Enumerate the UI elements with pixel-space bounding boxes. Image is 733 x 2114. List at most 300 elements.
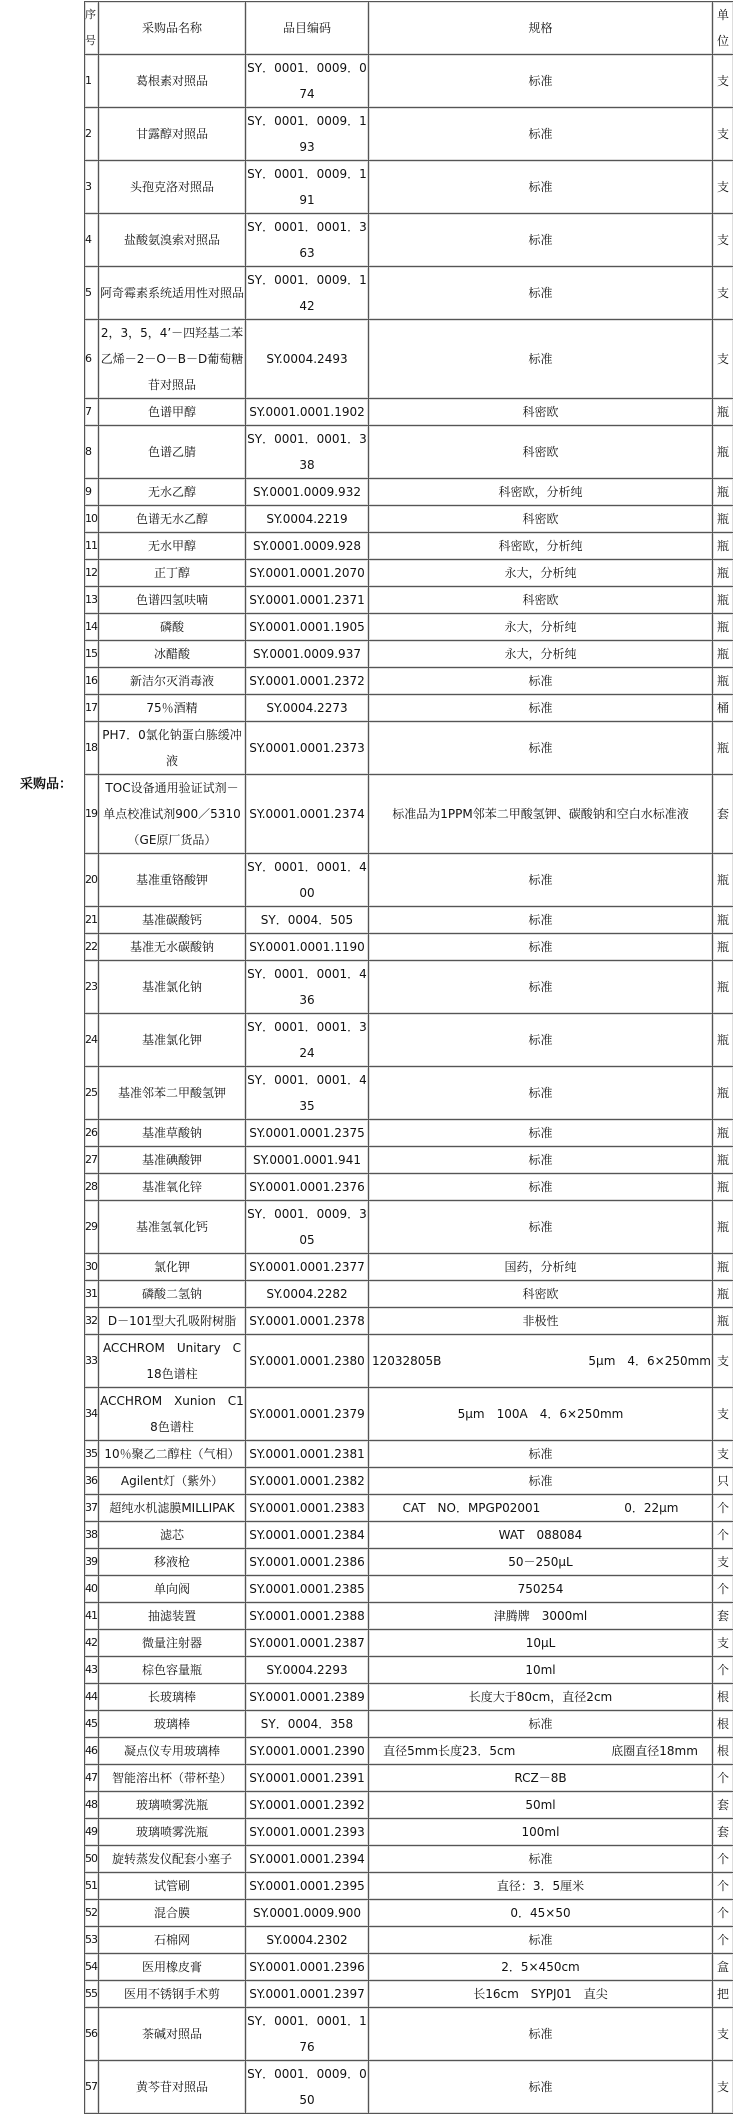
row-number: 1: [85, 55, 99, 108]
item-code: SY.0004.2293: [246, 1657, 369, 1684]
table-row: [85, 1120, 733, 1147]
row-number: 43: [85, 1657, 99, 1684]
item-code: SY.0001.0001.2371: [246, 587, 369, 614]
row-number: 22: [85, 934, 99, 961]
table-row: [85, 587, 733, 614]
item-spec: 标准: [369, 1201, 713, 1254]
item-code: SY．0001．0009．142: [246, 267, 369, 320]
item-spec: 科密欧，分析纯: [369, 533, 713, 560]
item-name: 玻璃喷雾洗瓶: [99, 1792, 246, 1819]
item-name: 抽滤装置: [99, 1603, 246, 1630]
table-row: [85, 399, 733, 426]
table-row: [85, 1873, 733, 1900]
item-unit: 瓶: [713, 614, 733, 641]
table-row: [85, 641, 733, 668]
item-unit: 个: [713, 1927, 733, 1954]
row-number: 55: [85, 1981, 99, 2008]
item-name: 混合膜: [99, 1900, 246, 1927]
item-name: 医用橡皮膏: [99, 1954, 246, 1981]
table-row: [85, 722, 733, 775]
row-number: 2: [85, 108, 99, 161]
item-code: SY．0001．0001．176: [246, 2008, 369, 2061]
item-code: SY.0001.0001.1190: [246, 934, 369, 961]
item-code: SY.0001.0001.2396: [246, 1954, 369, 1981]
item-unit: 瓶: [713, 1254, 733, 1281]
table-row: [85, 2008, 733, 2061]
table-row: [85, 506, 733, 533]
table-row: [85, 1441, 733, 1468]
item-name: Agilent灯（紫外）: [99, 1468, 246, 1495]
row-number: 44: [85, 1684, 99, 1711]
item-unit: 支: [713, 1549, 733, 1576]
table-row: [85, 1954, 733, 1981]
item-unit: 套: [713, 1819, 733, 1846]
item-code: SY.0004.2302: [246, 1927, 369, 1954]
table-row: [85, 1684, 733, 1711]
row-number: 37: [85, 1495, 99, 1522]
item-code: SY.0001.0001.2383: [246, 1495, 369, 1522]
table-row: [85, 1201, 733, 1254]
item-unit: 瓶: [713, 1120, 733, 1147]
row-number: 36: [85, 1468, 99, 1495]
item-name: 葛根素对照品: [99, 55, 246, 108]
item-unit: 支: [713, 161, 733, 214]
item-name: 色谱甲醇: [99, 399, 246, 426]
item-spec: 永大，分析纯: [369, 560, 713, 587]
table-row: [85, 1711, 733, 1738]
header-unit: 单位: [713, 2, 733, 55]
item-name: 氯化钾: [99, 1254, 246, 1281]
table-row: [85, 1657, 733, 1684]
item-spec: 标准: [369, 267, 713, 320]
item-unit: 支: [713, 214, 733, 267]
row-number: 18: [85, 722, 99, 775]
item-name: D－101型大孔吸附树脂: [99, 1308, 246, 1335]
row-number: 57: [85, 2061, 99, 2114]
item-unit: 支: [713, 320, 733, 399]
item-code: SY.0001.0001.2395: [246, 1873, 369, 1900]
item-name: 滤芯: [99, 1522, 246, 1549]
item-name: 石棉网: [99, 1927, 246, 1954]
item-unit: 套: [713, 775, 733, 854]
item-name: 盐酸氨溴索对照品: [99, 214, 246, 267]
table-row: [85, 1846, 733, 1873]
item-unit: 支: [713, 1335, 733, 1388]
item-name: 10％聚乙二醇柱（气相）: [99, 1441, 246, 1468]
item-unit: 支: [713, 2008, 733, 2061]
item-name: 甘露醇对照品: [99, 108, 246, 161]
table-body: [85, 55, 733, 2114]
table-row: [85, 1522, 733, 1549]
item-name: 智能溶出杯（带杯垫）: [99, 1765, 246, 1792]
item-unit: 瓶: [713, 506, 733, 533]
row-number: 50: [85, 1846, 99, 1873]
row-number: 48: [85, 1792, 99, 1819]
item-code: SY.0001.0001.2384: [246, 1522, 369, 1549]
item-spec: 标准: [369, 2008, 713, 2061]
item-unit: 把: [713, 1981, 733, 2008]
item-code: SY.0001.0001.2377: [246, 1254, 369, 1281]
section-label: 采购品：: [20, 773, 72, 792]
item-unit: 个: [713, 1873, 733, 1900]
item-unit: 瓶: [713, 641, 733, 668]
item-unit: 瓶: [713, 722, 733, 775]
item-code: SY.0001.0001.2387: [246, 1630, 369, 1657]
spec-part: 5μm 4．6×250mm: [588, 1348, 711, 1374]
item-name: 基准碘酸钾: [99, 1147, 246, 1174]
table-row: [85, 1281, 733, 1308]
item-spec: 标准: [369, 1147, 713, 1174]
item-name: 玻璃喷雾洗瓶: [99, 1819, 246, 1846]
table-row: [85, 1603, 733, 1630]
item-spec: 直径：3．5厘米: [369, 1873, 713, 1900]
row-number: 8: [85, 426, 99, 479]
row-number: 46: [85, 1738, 99, 1765]
item-spec: 标准: [369, 55, 713, 108]
item-code: SY．0001．0001．435: [246, 1067, 369, 1120]
item-name: 长玻璃棒: [99, 1684, 246, 1711]
item-spec: 长16cm SYPJ01 直尖: [369, 1981, 713, 2008]
table-row: [85, 614, 733, 641]
item-unit: 桶: [713, 695, 733, 722]
item-unit: 瓶: [713, 934, 733, 961]
spec-part: 12032805B: [372, 1348, 441, 1374]
item-unit: 个: [713, 1657, 733, 1684]
item-unit: 支: [713, 1441, 733, 1468]
item-code: SY.0001.0001.2380: [246, 1335, 369, 1388]
item-unit: 支: [713, 2061, 733, 2114]
item-spec: 科密欧: [369, 426, 713, 479]
item-name: 新洁尔灭消毒液: [99, 668, 246, 695]
item-name: 基准碳酸钙: [99, 907, 246, 934]
table-row: [85, 55, 733, 108]
table-row: [85, 1254, 733, 1281]
row-number: 31: [85, 1281, 99, 1308]
item-code: SY.0001.0001.1905: [246, 614, 369, 641]
item-spec: 标准: [369, 907, 713, 934]
item-name: 基准草酸钠: [99, 1120, 246, 1147]
item-code: SY.0001.0001.2372: [246, 668, 369, 695]
item-spec: 标准: [369, 1174, 713, 1201]
item-spec: 10ml: [369, 1657, 713, 1684]
item-name: 微量注射器: [99, 1630, 246, 1657]
item-spec: 100ml: [369, 1819, 713, 1846]
item-spec: 标准: [369, 934, 713, 961]
row-number: 28: [85, 1174, 99, 1201]
item-code: SY.0001.0001.2375: [246, 1120, 369, 1147]
item-code: SY.0001.0001.2385: [246, 1576, 369, 1603]
row-number: 39: [85, 1549, 99, 1576]
item-code: SY．0001．0009．191: [246, 161, 369, 214]
table-row: [85, 1067, 733, 1120]
item-spec: 50ml: [369, 1792, 713, 1819]
header-no: 序号: [85, 2, 99, 55]
item-unit: 瓶: [713, 560, 733, 587]
table-row: [85, 2061, 733, 2114]
item-spec: 标准: [369, 695, 713, 722]
item-unit: 套: [713, 1792, 733, 1819]
item-unit: 瓶: [713, 668, 733, 695]
row-number: 6: [85, 320, 99, 399]
item-spec: 标准: [369, 161, 713, 214]
item-unit: 个: [713, 1900, 733, 1927]
item-code: SY.0001.0009.900: [246, 1900, 369, 1927]
table-row: [85, 1792, 733, 1819]
row-number: 5: [85, 267, 99, 320]
table-row: [85, 1335, 733, 1388]
item-spec: 标准: [369, 1846, 713, 1873]
item-spec: 津腾牌 3000ml: [369, 1603, 713, 1630]
item-spec: 标准品为1PPM邻苯二甲酸氢钾、碳酸钠和空白水标准液: [369, 775, 713, 854]
item-code: SY.0001.0001.2381: [246, 1441, 369, 1468]
item-unit: 瓶: [713, 1201, 733, 1254]
table-row: [85, 1630, 733, 1657]
row-number: 47: [85, 1765, 99, 1792]
item-spec: WAT 088084: [369, 1522, 713, 1549]
row-number: 10: [85, 506, 99, 533]
item-code: SY．0001．0001．338: [246, 426, 369, 479]
table-row: [85, 1468, 733, 1495]
item-code: SY.0001.0001.2378: [246, 1308, 369, 1335]
item-unit: 盒: [713, 1954, 733, 1981]
item-name: 玻璃棒: [99, 1711, 246, 1738]
item-spec: 标准: [369, 108, 713, 161]
item-code: SY.0001.0009.928: [246, 533, 369, 560]
item-name: 色谱无水乙醇: [99, 506, 246, 533]
item-code: SY.0004.2273: [246, 695, 369, 722]
table-row: [85, 1927, 733, 1954]
item-code: SY．0001．0001．400: [246, 854, 369, 907]
item-spec: 标准: [369, 1014, 713, 1067]
item-name: 冰醋酸: [99, 641, 246, 668]
item-code: SY.0001.0001.2390: [246, 1738, 369, 1765]
item-name: 头孢克洛对照品: [99, 161, 246, 214]
item-spec: 非极性: [369, 1308, 713, 1335]
row-number: 49: [85, 1819, 99, 1846]
item-code: SY．0001．0009．074: [246, 55, 369, 108]
item-spec: 0．45×50: [369, 1900, 713, 1927]
item-unit: 个: [713, 1522, 733, 1549]
item-name: 磷酸二氢钠: [99, 1281, 246, 1308]
item-name: 医用不锈钢手术剪: [99, 1981, 246, 2008]
item-name: 单向阀: [99, 1576, 246, 1603]
item-unit: 瓶: [713, 1281, 733, 1308]
table-row: [85, 214, 733, 267]
table-row: [85, 934, 733, 961]
table-row: [85, 1388, 733, 1441]
table-row: [85, 1174, 733, 1201]
item-unit: 支: [713, 267, 733, 320]
row-number: 53: [85, 1927, 99, 1954]
item-name: ACCHROM Unitary C18色谱柱: [99, 1335, 246, 1388]
item-spec: 标准: [369, 214, 713, 267]
item-unit: 瓶: [713, 1308, 733, 1335]
item-name: ACCHROM Xunion C18色谱柱: [99, 1388, 246, 1441]
item-name: 正丁醇: [99, 560, 246, 587]
item-spec: RCZ－8B: [369, 1765, 713, 1792]
item-spec: 750254: [369, 1576, 713, 1603]
row-number: 52: [85, 1900, 99, 1927]
item-name: 2，3，5，4’－四羟基二苯乙烯－2－O－B－D葡萄糖苷对照品: [99, 320, 246, 399]
header-spec: 规格: [369, 2, 713, 55]
table-row: [85, 1765, 733, 1792]
item-unit: 瓶: [713, 1067, 733, 1120]
header-code: 品目编码: [246, 2, 369, 55]
row-number: 25: [85, 1067, 99, 1120]
row-number: 54: [85, 1954, 99, 1981]
item-name: 试管刷: [99, 1873, 246, 1900]
item-code: SY.0001.0001.2388: [246, 1603, 369, 1630]
item-unit: 瓶: [713, 961, 733, 1014]
item-name: 茶碱对照品: [99, 2008, 246, 2061]
item-unit: 支: [713, 108, 733, 161]
table-row: [85, 1147, 733, 1174]
table-row: [85, 1738, 733, 1765]
item-name: 基准邻苯二甲酸氢钾: [99, 1067, 246, 1120]
row-number: 3: [85, 161, 99, 214]
item-unit: 根: [713, 1711, 733, 1738]
item-spec: 标准: [369, 1120, 713, 1147]
row-number: 19: [85, 775, 99, 854]
item-name: 移液枪: [99, 1549, 246, 1576]
item-name: 基准氯化钾: [99, 1014, 246, 1067]
item-spec: 50－250μL: [369, 1549, 713, 1576]
row-number: 17: [85, 695, 99, 722]
item-code: SY.0001.0001.2070: [246, 560, 369, 587]
row-number: 51: [85, 1873, 99, 1900]
row-number: 12: [85, 560, 99, 587]
row-number: 38: [85, 1522, 99, 1549]
item-spec: 直径5mm长度23．5cm 底圈直径18mm: [369, 1738, 713, 1765]
row-number: 7: [85, 399, 99, 426]
item-spec: 标准: [369, 1468, 713, 1495]
item-unit: 瓶: [713, 1174, 733, 1201]
item-spec: 标准: [369, 1067, 713, 1120]
row-number: 26: [85, 1120, 99, 1147]
table-row: [85, 1308, 733, 1335]
row-number: 32: [85, 1308, 99, 1335]
item-code: SY.0004.2219: [246, 506, 369, 533]
item-unit: 瓶: [713, 587, 733, 614]
row-number: 11: [85, 533, 99, 560]
row-number: 24: [85, 1014, 99, 1067]
item-code: SY.0001.0001.2374: [246, 775, 369, 854]
item-unit: 瓶: [713, 1014, 733, 1067]
item-code: SY．0001．0001．436: [246, 961, 369, 1014]
item-spec: 2．5×450cm: [369, 1954, 713, 1981]
table-row: [85, 267, 733, 320]
item-name: 基准氧化锌: [99, 1174, 246, 1201]
item-unit: 瓶: [713, 1147, 733, 1174]
row-number: 4: [85, 214, 99, 267]
item-spec: 10μL: [369, 1630, 713, 1657]
item-spec: 科密欧: [369, 399, 713, 426]
item-spec: 5μm 100A 4．6×250mm: [369, 1388, 713, 1441]
row-number: 23: [85, 961, 99, 1014]
row-number: 56: [85, 2008, 99, 2061]
item-spec: 标准: [369, 2061, 713, 2114]
table-row: [85, 1549, 733, 1576]
row-number: 42: [85, 1630, 99, 1657]
item-unit: 瓶: [713, 479, 733, 506]
row-number: 15: [85, 641, 99, 668]
table-row: [85, 668, 733, 695]
item-code: SY.0001.0001.2394: [246, 1846, 369, 1873]
item-code: SY.0001.0001.2397: [246, 1981, 369, 2008]
item-code: SY.0001.0001.2376: [246, 1174, 369, 1201]
item-name: 基准重铬酸钾: [99, 854, 246, 907]
item-code: SY.0001.0001.2392: [246, 1792, 369, 1819]
item-code: SY．0001．0009．193: [246, 108, 369, 161]
item-code: SY.0001.0001.2386: [246, 1549, 369, 1576]
item-spec: 国药，分析纯: [369, 1254, 713, 1281]
row-number: 35: [85, 1441, 99, 1468]
item-code: SY.0001.0001.2391: [246, 1765, 369, 1792]
table-row: [85, 1900, 733, 1927]
item-name: 超纯水机滤膜MILLIPAK: [99, 1495, 246, 1522]
item-code: SY.0001.0001.2389: [246, 1684, 369, 1711]
table-row: [85, 479, 733, 506]
item-unit: 个: [713, 1846, 733, 1873]
item-spec: 标准: [369, 1927, 713, 1954]
item-name: 无水乙醇: [99, 479, 246, 506]
table-row: [85, 533, 733, 560]
item-unit: 只: [713, 1468, 733, 1495]
item-unit: 支: [713, 55, 733, 108]
item-name: 基准氯化钠: [99, 961, 246, 1014]
row-number: 30: [85, 1254, 99, 1281]
item-spec: CAT NO．MPGP02001 0．22μm: [369, 1495, 713, 1522]
row-number: 27: [85, 1147, 99, 1174]
item-unit: 支: [713, 1388, 733, 1441]
procurement-table: [84, 1, 733, 2114]
item-name: 黄芩苷对照品: [99, 2061, 246, 2114]
table-row: [85, 907, 733, 934]
row-number: 33: [85, 1335, 99, 1388]
table-row: [85, 854, 733, 907]
table-row: [85, 1576, 733, 1603]
item-code: SY.0004.2282: [246, 1281, 369, 1308]
item-code: SY.0001.0001.1902: [246, 399, 369, 426]
table-header-row: [85, 2, 733, 55]
row-number: 29: [85, 1201, 99, 1254]
item-unit: 套: [713, 1603, 733, 1630]
item-name: 基准氢氧化钙: [99, 1201, 246, 1254]
item-code: SY.0001.0001.2393: [246, 1819, 369, 1846]
item-spec: 科密欧: [369, 1281, 713, 1308]
item-spec: 标准: [369, 854, 713, 907]
table-row: [85, 1819, 733, 1846]
spec-parts: [370, 1348, 711, 1374]
item-unit: 根: [713, 1684, 733, 1711]
item-spec: 永大，分析纯: [369, 641, 713, 668]
item-name: 75％酒精: [99, 695, 246, 722]
item-code: SY．0001．0001．363: [246, 214, 369, 267]
item-code: SY．0001．0009．305: [246, 1201, 369, 1254]
table-row: [85, 695, 733, 722]
item-spec: [369, 1335, 713, 1388]
table-row: [85, 161, 733, 214]
item-code: SY.0001.0001.2382: [246, 1468, 369, 1495]
item-code: SY．0001．0001．324: [246, 1014, 369, 1067]
item-name: 凝点仪专用玻璃棒: [99, 1738, 246, 1765]
item-unit: 瓶: [713, 533, 733, 560]
item-name: 阿奇霉素系统适用性对照品: [99, 267, 246, 320]
item-unit: 个: [713, 1765, 733, 1792]
table-row: [85, 320, 733, 399]
item-spec: 科密欧: [369, 587, 713, 614]
item-name: TOC设备通用验证试剂－单点校准试剂900／5310（GE原厂货品）: [99, 775, 246, 854]
